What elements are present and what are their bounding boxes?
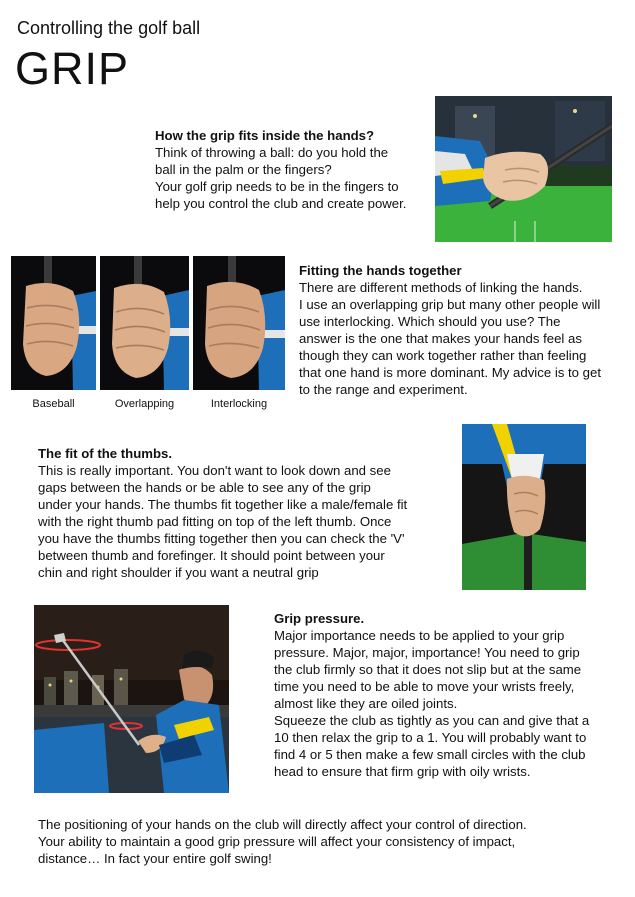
text-line: between thumb and forefinger. It should point between your	[38, 548, 385, 563]
document-subtitle: Controlling the golf ball	[17, 18, 201, 38]
text-line: Think of throwing a ball: do you hold the	[155, 145, 389, 160]
text-line: Squeeze the club as tightly as you can and give that a	[274, 713, 590, 728]
text-line: This is really important. You don't want to look down and see	[38, 463, 391, 478]
text-line: head to ensure that firm grip with oily wrists.	[274, 764, 531, 779]
text-line: with the right thumb pad fitting on top of the left thumb. Once	[38, 514, 392, 529]
grip-pressure-photo	[34, 605, 229, 793]
grip-in-fingers-photo	[435, 96, 612, 242]
section-heading: The fit of the thumbs.	[38, 446, 173, 461]
text-line: Your ability to maintain a good grip pressure will affect your consistency of impact,	[38, 834, 516, 849]
section-grip-pressure	[274, 610, 614, 780]
text-line: that one hand is more dominant. My advice is to get	[299, 365, 602, 380]
caption-overlapping: Overlapping	[114, 398, 175, 410]
text-line: pressure. Major, major, importance! You need to grip	[274, 645, 580, 660]
text-line: gaps between the hands or be able to see any of the grip	[38, 480, 371, 495]
text-line: The positioning of your hands on the club will directly affect your control of direction.	[38, 817, 527, 832]
text-line: time you need to be able to move your wrists freely,	[274, 679, 575, 694]
overlapping-grip-photo	[100, 256, 189, 390]
section-heading: Grip pressure.	[274, 611, 365, 626]
thumbs-fit-photo	[462, 424, 586, 590]
document-title: GRIP	[15, 43, 130, 94]
section-grip-in-hands	[155, 127, 435, 212]
caption-baseball: Baseball	[32, 398, 75, 410]
text-line: ball in the palm or the fingers?	[155, 162, 332, 177]
text-line: Your golf grip needs to be in the fingers to	[155, 179, 399, 194]
text-line: though they can work together rather than feeling	[299, 348, 587, 363]
section-fitting-hands	[299, 262, 619, 398]
text-line: almost like they are oiled joints.	[274, 696, 458, 711]
baseball-grip-photo	[11, 256, 96, 390]
text-line: use interlocking. Which should you use? The	[299, 314, 561, 329]
text-line: under your hands. The thumbs fit together like a male/female fit	[38, 497, 408, 512]
text-line: help you control the club and create power.	[155, 196, 407, 211]
text-line: chin and right shoulder if you want a neutral grip	[38, 565, 319, 580]
text-line: answer is the one that makes your hands feel as	[299, 331, 582, 346]
section-thumbs	[38, 445, 438, 581]
section-heading: How the grip fits inside the hands?	[155, 128, 375, 143]
text-line: distance… In fact your entire golf swing!	[38, 851, 272, 866]
text-line: to the range and experiment.	[299, 382, 468, 397]
text-line: the club firmly so that it does not slip but at the same	[274, 662, 582, 677]
text-line: I use an overlapping grip but many other people will	[299, 297, 601, 312]
text-line: you have the thumbs fitting together then you can check the 'V'	[38, 531, 405, 546]
text-line: Major importance needs to be applied to your grip	[274, 628, 565, 643]
interlocking-grip-photo	[193, 256, 285, 390]
section-heading: Fitting the hands together	[299, 263, 462, 278]
text-line: find 4 or 5 then make a few small circles with the club	[274, 747, 586, 762]
caption-interlocking: Interlocking	[210, 398, 268, 410]
text-line: There are different methods of linking the hands.	[299, 280, 583, 295]
text-line: 10 then relax the grip to a 1. You will probably want to	[274, 730, 587, 745]
summary-paragraph	[38, 816, 618, 867]
